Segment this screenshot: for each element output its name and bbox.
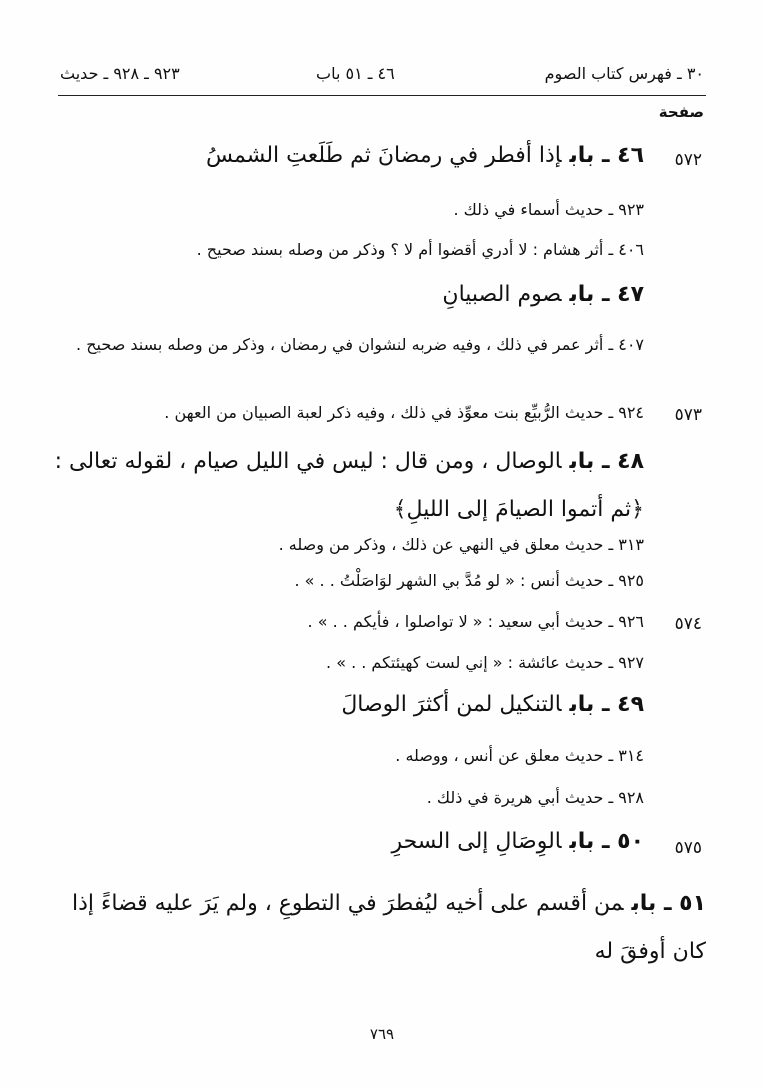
- page-number: ٧٦٩: [369, 1025, 395, 1043]
- bab-title: الوصال ، ومن قال : ليس في الليل صيام ، لقوله تعالى : ﴿ثم أتموا الصيامَ إلى الليلِ﴾: [54, 449, 644, 522]
- header-bab-range: ٤٦ ـ ٥١ باب: [316, 64, 395, 83]
- page-ref: ٥٧٥: [674, 838, 702, 858]
- list-item-407: ٤٠٧ ـ أثر عمر في ذلك ، وفيه ضربه لنشوان في رمضان ، وذكر من وصله بسند صحيح .: [76, 335, 644, 354]
- bab-number: ٤٨ ـ باب: [569, 449, 644, 474]
- bab-46-heading: [206, 143, 644, 168]
- bab-51-heading: [54, 880, 706, 976]
- bab-title: صوم الصبيانِ: [442, 282, 562, 307]
- page-ref: ٥٧٤: [674, 614, 702, 634]
- list-item-926: ٩٢٦ ـ حديث أبي سعيد : « لا تواصلوا ، فأيكم . . » .: [307, 612, 644, 631]
- header-rule: [58, 95, 706, 96]
- list-item-313: ٣١٣ ـ حديث معلق في النهي عن ذلك ، وذكر من وصله .: [278, 535, 644, 554]
- bab-title: التنكيل لمن أكثرَ الوصالَ: [341, 692, 562, 717]
- bab-47-heading: [442, 282, 644, 307]
- list-item-923: ٩٢٣ ـ حديث أسماء في ذلك .: [453, 200, 644, 219]
- bab-number: ٥١ ـ باب: [631, 891, 706, 916]
- bab-number: ٤٧ ـ باب: [569, 282, 644, 307]
- list-item-314: ٣١٤ ـ حديث معلق عن أنس ، ووصله .: [395, 746, 644, 765]
- header-hadith-range: ٩٢٣ ـ ٩٢٨ ـ حديث: [60, 64, 180, 83]
- bab-title: من أقسم على أخيه ليُفطرَ في التطوعِ ، ولم يَرَ عليه قضاءً إذا كان أوفقَ له: [72, 891, 706, 964]
- list-item-927: ٩٢٧ ـ حديث عائشة : « إني لست كهيئتكم . . » .: [326, 653, 644, 672]
- bab-title: الوِصَالِ إلى السحرِ: [391, 829, 562, 854]
- header-chapter: ٣٠ ـ فهرس كتاب الصوم: [544, 64, 704, 83]
- bab-48-heading: [54, 438, 644, 534]
- list-item-924: ٩٢٤ ـ حديث الرُّبيِّع بنت معوِّذ في ذلك ، وفيه ذكر لعبة الصبيان من العهن .: [164, 403, 644, 422]
- page-ref: ٥٧٢: [674, 150, 702, 170]
- bab-number: ٤٦ ـ باب: [569, 143, 644, 168]
- bab-49-heading: [341, 692, 644, 717]
- list-item-928: ٩٢٨ ـ حديث أبي هريرة في ذلك .: [426, 788, 644, 807]
- bab-title: إذا أفطر في رمضانَ ثم طَلَعتِ الشمسُ: [205, 143, 562, 168]
- list-item-406: ٤٠٦ ـ أثر هشام : لا أدري أقضوا أم لا ؟ وذكر من وصله بسند صحيح .: [196, 240, 644, 259]
- page-ref: ٥٧٣: [674, 405, 702, 425]
- bab-50-heading: [391, 829, 644, 854]
- list-item-925: ٩٢٥ ـ حديث أنس : « لو مُدَّ بي الشهر لوَاصَلْتُ . . » .: [294, 571, 644, 590]
- bab-number: ٥٠ ـ باب: [569, 829, 644, 854]
- page-column-label: صفحة: [658, 103, 704, 121]
- bab-number: ٤٩ ـ باب: [569, 692, 644, 717]
